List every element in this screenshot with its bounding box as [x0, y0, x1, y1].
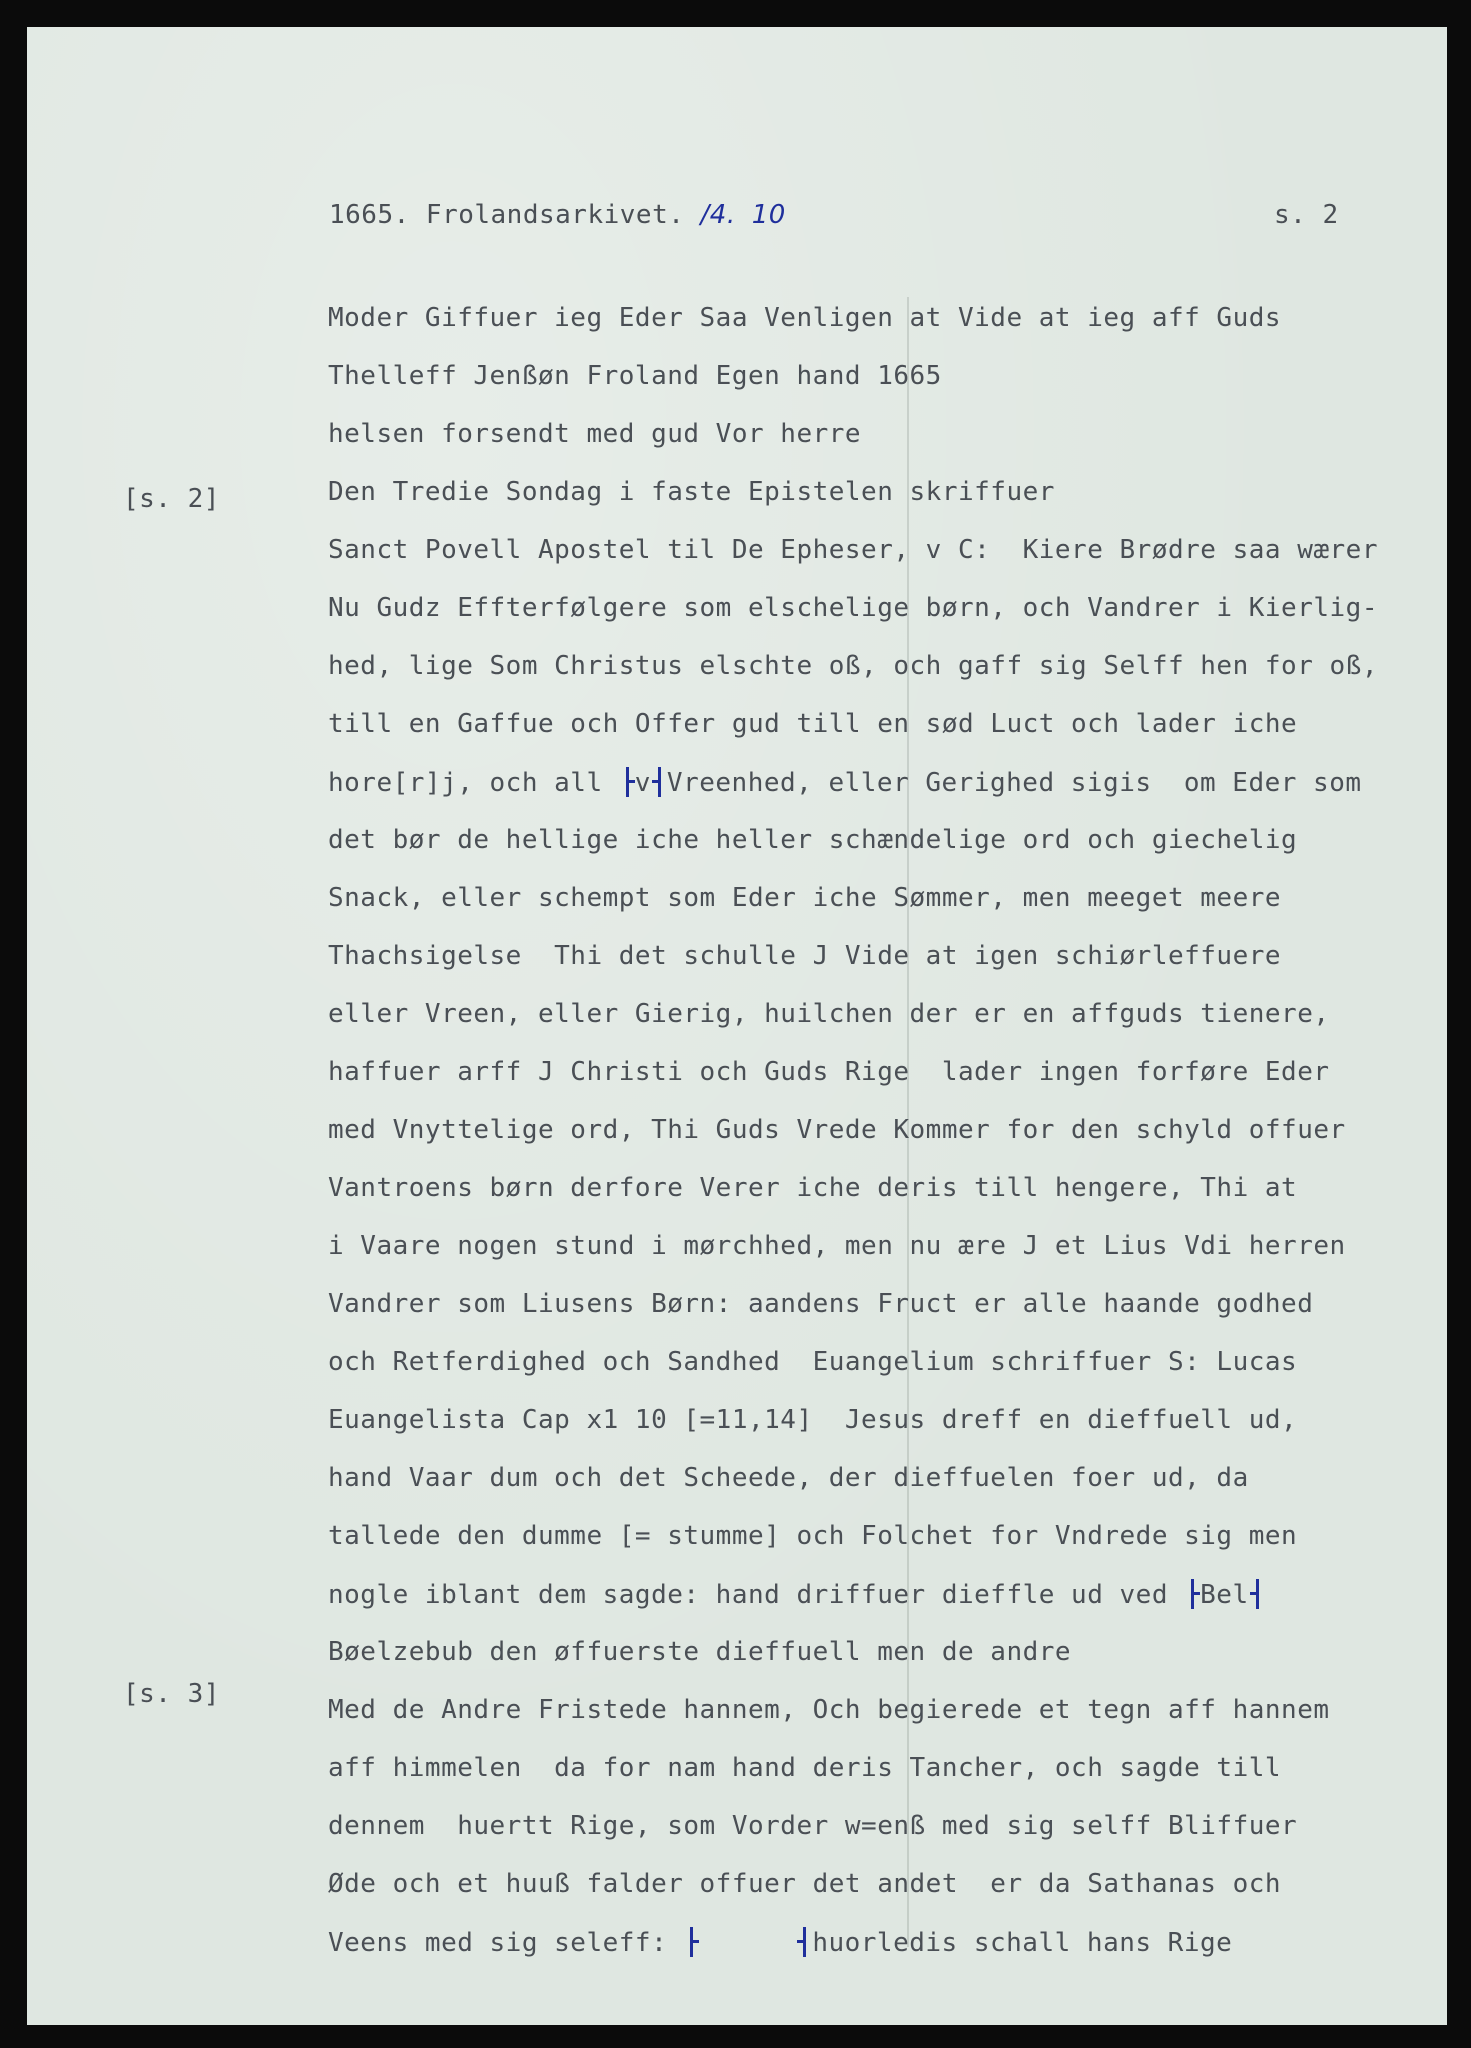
- line-segment: v: [634, 768, 651, 798]
- text-line: Thachsigelse Thi det schulle J Vide at igen schiørleffuere: [328, 941, 1282, 971]
- line-segment: Bel: [1200, 1580, 1249, 1610]
- text-line: Den Tredie Sondag i faste Epistelen skriffuer: [328, 477, 1055, 507]
- text-line: Euangelista Cap x1 10 [=11,14] Jesus dreff en dieffuell ud,: [328, 1405, 1298, 1435]
- text-line: Snack, eller schempt som Eder iche Sømmer, men meeget meere: [328, 883, 1282, 913]
- bracket-mark: [796, 1927, 812, 1957]
- text-line: helsen forsendt med gud Vor herre: [328, 419, 862, 449]
- text-line: Bøelzebub den øffuerste dieffuell men de andre: [328, 1637, 1072, 1667]
- bracket-mark: [683, 1927, 699, 1957]
- document-header: [329, 200, 786, 230]
- text-line: Vantroens børn derfore Verer iche deris till hengere, Thi at: [328, 1173, 1298, 1203]
- header-title: 1665. Frolandsarkivet.: [329, 200, 685, 230]
- bracket-mark: [619, 767, 635, 797]
- line-segment: Vreenhed, eller Gerighed sigis om Eder som: [666, 768, 1362, 798]
- text-line: och Retferdighed och Sandhed Euangelium schriffuer S: Lucas: [328, 1347, 1298, 1377]
- text-line: med Vnyttelige ord, Thi Guds Vrede Kommer for den schyld offuer: [328, 1115, 1346, 1145]
- text-line: Vandrer som Liusens Børn: aandens Fruct er alle haande godhed: [328, 1289, 1314, 1319]
- margin-label: [s. 3]: [123, 1679, 220, 1709]
- handwritten-page-number: 10: [751, 200, 786, 230]
- bracket-mark: [1184, 1579, 1200, 1609]
- text-line: Nu Gudz Effterfølgere som elschelige børn, och Vandrer i Kierlig-: [328, 593, 1378, 623]
- bracket-mark: [651, 767, 667, 797]
- struck-number-annotation: /4.: [700, 200, 736, 230]
- line-segment: Veens med sig seleff:: [328, 1928, 668, 1958]
- text-line: tallede den dumme [= stumme] och Folchet for Vndrede sig men: [328, 1521, 1298, 1551]
- text-line: Moder Giffuer ieg Eder Saa Venligen at Vide at ieg aff Guds: [328, 303, 1282, 333]
- text-line: aff himmelen da for nam hand deris Tancher, och sagde till: [328, 1753, 1282, 1783]
- text-line: [328, 767, 1362, 798]
- bracket-mark: [1249, 1579, 1265, 1609]
- text-line: Sanct Povell Apostel til De Epheser, v C: Kiere Brødre saa wærer: [328, 535, 1378, 565]
- text-line: i Vaare nogen stund i mørchhed, men nu ære J et Lius Vdi herren: [328, 1231, 1346, 1261]
- text-line: det bør de hellige iche heller schændelige ord och giechelig: [328, 825, 1298, 855]
- line-segment: hore[r]j, och all: [328, 768, 603, 798]
- margin-label: [s. 2]: [123, 484, 220, 514]
- text-line: hand Vaar dum och det Scheede, der dieffuelen foer ud, da: [328, 1463, 1249, 1493]
- line-segment: huorledis schall hans Rige: [812, 1928, 1233, 1958]
- text-line: [328, 1927, 1232, 1958]
- text-line: [328, 1579, 1265, 1610]
- text-line: Med de Andre Fristede hannem, Och begierede et tegn aff hannem: [328, 1695, 1330, 1725]
- text-line: Øde och et huuß falder offuer det andet er da Sathanas och: [328, 1869, 1282, 1899]
- text-line: haffuer arff J Christi och Guds Rige lader ingen forføre Eder: [328, 1057, 1330, 1087]
- page-number: s. 2: [1274, 200, 1339, 230]
- document-page: [27, 27, 1447, 2025]
- text-line: dennem huertt Rige, som Vorder w=enß med sig selff Bliffuer: [328, 1811, 1298, 1841]
- text-line: eller Vreen, eller Gierig, huilchen der er en affguds tienere,: [328, 999, 1330, 1029]
- text-line: Thelleff Jenßøn Froland Egen hand 1665: [328, 361, 942, 391]
- text-line: till en Gaffue och Offer gud till en sød Luct och lader iche: [328, 709, 1298, 739]
- text-line: hed, lige Som Christus elschte oß, och gaff sig Selff hen for oß,: [328, 651, 1378, 681]
- line-segment: nogle iblant dem sagde: hand driffuer dieffle ud ved: [328, 1580, 1168, 1610]
